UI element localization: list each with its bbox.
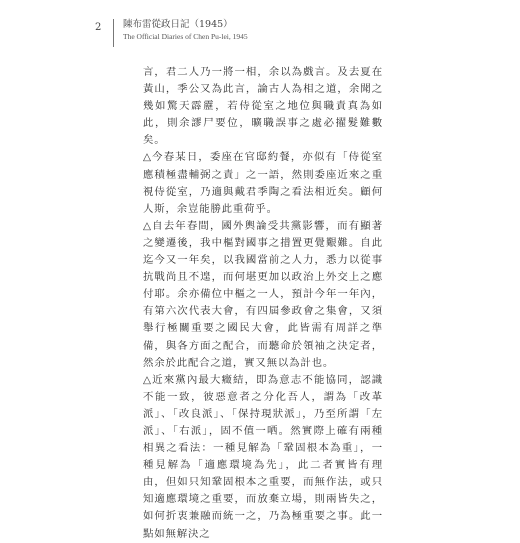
paragraph-1: 言，君二人乃一將一相，余以為戲言。及去夏在黃山，季公又為此言，論古人為相之道，余聞之幾如驚天霹靂，若侍從室之地位與職責真為如此，則余謬尸要位，曠職誤事之處必擢髮難數矣。: [143, 66, 383, 147]
page-number: 2: [95, 22, 102, 33]
diary-text-body: [143, 64, 383, 543]
header-divider: [113, 19, 114, 47]
paragraph-4: △近來黨內最大癥結，即為意志不能協同，認識不能一致，彼惡意者之分化吾人，謂為「改革派」、「改良派」、「保持現狀派」，乃至所謂「左派」、「右派」，固不值一哂。然實際上確有兩種相異之看法：一種見解為「鞏固根本為重」，一種見解為「適應環境為先」，此二者實皆有理由，但如只知鞏固根本之重要，而無作法，或只知適應環境之重要，而放棄立場，則兩皆失之，如何折衷兼融而統一之，乃為極重要之事。此一點如無解決之: [143, 373, 383, 540]
running-title: [123, 18, 248, 42]
book-title-english: The Official Diaries of Chen Pu-lei, 1945: [123, 32, 248, 41]
paragraph-2: △今春某日，委座在官邸約餐，亦似有「侍從室應積極盡輔弼之責」之一語，然則委座近來之重視侍從室，乃適與戴君季陶之看法相近矣。顧何人斯，余豈能勝此重荷乎。: [143, 151, 383, 215]
book-title-chinese: 陳布雷從政日記（1945）: [123, 19, 233, 30]
paragraph-3: △自去年春間，國外輿論受共黨影響，而有顯著之變遷後，我中樞對國事之措置更覺艱難。自此迄今又一年矣，以我國當前之人力，悉力以從事抗戰尚且不遑，而何堪更加以政治上外交上之應付耶。余亦備位中樞之一人，預計今年一年內，有第六次代表大會，有四屆參政會之集會，又須舉行極關重要之國民大會，此皆需有周詳之準備，與各方面之配合，而聽命於領袖之決定者，然余於此配合之道，實又無以為計也。: [143, 219, 383, 369]
